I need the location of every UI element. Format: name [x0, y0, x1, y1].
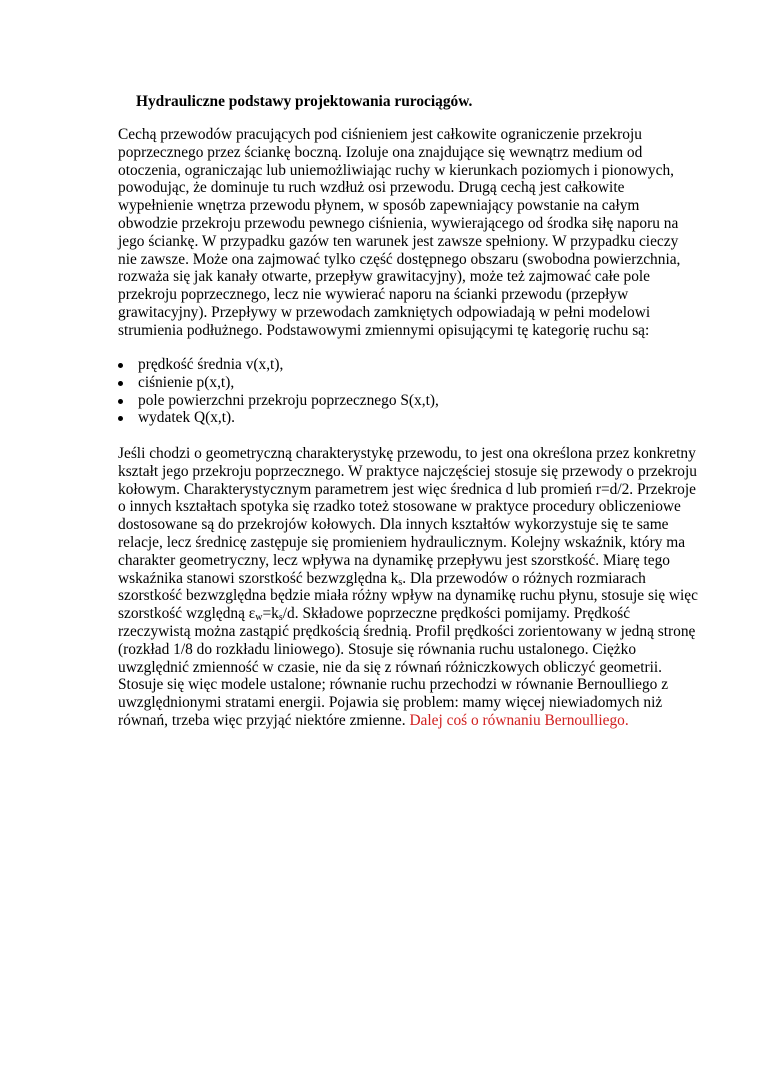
paragraph-line: charakter geometryczny, lecz wpływa na dynamikę przepływu jest szorstkość. Miarę tego: [118, 551, 670, 569]
text-run: /d. Składowe poprzeczne prędkości pomijamy. Prędkość: [282, 605, 631, 623]
paragraph-line: szorstkość bezwzględna będzie miała różny wpływ na dynamikę ruchu płynu, stosuje się więc: [118, 587, 698, 605]
paragraph-line: poprzecznego przez ściankę boczną. Izoluje ona znajdujące się wewnątrz medium od: [118, 143, 643, 161]
text-run: wskaźnika stanowi szorstkość bezwzględna k: [118, 569, 399, 587]
paragraph-line: obwodzie przekroju przewodu pewnego ciśnienia, wywierającego od środka siłę naporu na: [118, 214, 679, 232]
paragraph-line: Cechą przewodów pracujących pod ciśnieniem jest całkowite ograniczenie przekroju: [118, 126, 642, 143]
paragraph-line: kształt jego przekroju poprzecznego. W praktyce najczęściej stosuje się przewody o przekroju: [118, 462, 697, 480]
paragraph-line: uwzględnić zmienność w czasie, nie da się z równań różniczkowych obliczyć geometrii.: [118, 658, 663, 676]
paragraph-line: [118, 570, 678, 588]
paragraph-line: grawitacyjny). Przepływy w przewodach zamkniętych odpowiadają w pełni modelowi: [118, 303, 651, 321]
text-run: równań, trzeba więc przyjąć niektóre zmienne.: [118, 711, 406, 729]
paragraph-line: [118, 605, 678, 623]
paragraph-line: strumienia podłużnego. Podstawowymi zmiennymi opisującymi tę kategorię ruchu są:: [118, 321, 650, 339]
paragraph-line: dostosowane są do przekrojów kołowych. Dla innych kształtów wykorzystuje się te same: [118, 516, 669, 534]
paragraph-line: Jeśli chodzi o geometryczną charakterystykę przewodu, to jest ona określona przez konkretny: [118, 445, 696, 462]
subscript: w: [255, 612, 263, 624]
paragraph-line: uwzględnionymi stratami energii. Pojawia się problem: mamy więcej niewiadomych niż: [118, 694, 663, 712]
text-run: =k: [262, 605, 279, 623]
red-note: Dalej coś o równaniu Bernoulliego.: [409, 711, 629, 729]
paragraph-line: rzeczywistą można zastąpić prędkością średnią. Profil prędkości zorientowany w jedną stronę: [118, 622, 696, 640]
list-item: wydatek Q(x,t).: [118, 409, 439, 427]
subscript: s: [398, 576, 403, 588]
paragraph-line: otoczenia, ograniczając lub uniemożliwiając ruchy w kierunkach poziomych i pionowych,: [118, 161, 674, 179]
paragraph-line: kołowym. Charakterystycznym parametrem jest więc średnica d lub promień r=d/2. Przekroje: [118, 480, 696, 498]
subscript: s: [278, 612, 283, 624]
geometry-paragraph: [118, 445, 698, 730]
list-item: pole powierzchni przekroju poprzecznego S(x,t),: [118, 392, 439, 410]
list-item: ciśnienie p(x,t),: [118, 374, 439, 392]
paragraph-line: o innych kształtach spotyka się rzadko toteż stosowane w praktyce procedury obliczeniowe: [118, 498, 681, 516]
document-title: Hydrauliczne podstawy projektowania rurociągów.: [136, 93, 473, 110]
paragraph-line: przekroju poprzecznego, lecz nie wywierać naporu na ścianki przewodu (przepływ: [118, 286, 629, 304]
text-run: szorstkość względną ε: [118, 605, 256, 623]
paragraph-line: powodując, że dominuje tu ruch wzdłuż osi przewodu. Drugą cechą jest całkowite: [118, 179, 625, 197]
paragraph-line: (rozkład 1/8 do rozkładu liniowego). Stosuje się równania ruchu ustalonego. Ciężko: [118, 640, 637, 658]
paragraph-line: [118, 712, 678, 730]
paragraph-line: nie zawsze. Może ona zajmować tylko część dostępnego obszaru (swobodna powierzchnia,: [118, 250, 681, 268]
intro-paragraph: [118, 126, 681, 340]
list-item: prędkość średnia v(x,t),: [118, 356, 439, 374]
paragraph-line: jego ściankę. W przypadku gazów ten warunek jest zawsze spełniony. W przypadku cieczy: [118, 232, 679, 250]
text-run: . Dla przewodów o różnych rozmiarach: [402, 569, 646, 587]
paragraph-line: relacje, lecz średnicę zastępuje się promieniem hydraulicznym. Kolejny wskaźnik, który ma: [118, 533, 686, 551]
paragraph-line: rozważa się jak kanały otwarte, przepływ grawitacyjny), może też zajmować całe pole: [118, 268, 650, 286]
paragraph-line: wypełnienie wnętrza przewodu płynem, w sposób zapewniający powstanie na całym: [118, 197, 640, 215]
variables-list: [118, 356, 439, 427]
paragraph-line: Stosuje się więc modele ustalone; równanie ruchu przechodzi w równanie Bernoulliego z: [118, 676, 669, 694]
